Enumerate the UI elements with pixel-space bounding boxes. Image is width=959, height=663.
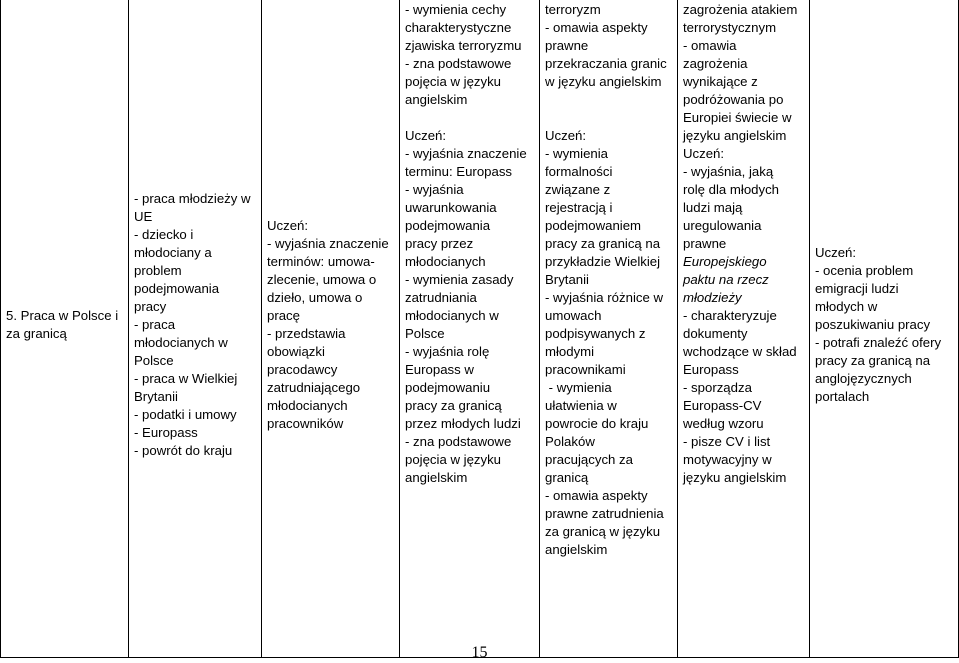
cell-text-line: podpisywanych z [545, 326, 646, 341]
requirement-cell [400, 0, 540, 658]
cell-text-line: prawne [545, 38, 589, 53]
cell-text-line: pracy [134, 299, 167, 314]
cell-text-line: zagrożenia atakiem [683, 2, 798, 17]
cell-text-line: - pisze CV i list [683, 434, 771, 449]
cell-text-line: młodymi [545, 344, 595, 359]
cell-text-line: pracy za granicą na [815, 353, 931, 368]
cell-text-line: - wymienia zasady [405, 272, 514, 287]
cell-text-line: - podatki i umowy [134, 407, 237, 422]
cell-text-line: przykładzie Wielkiej [545, 254, 661, 269]
cell-text-line: wchodzące w skład [683, 344, 797, 359]
cell-text-line: portalach [815, 389, 870, 404]
cell-text-line: - omawia aspekty [545, 20, 648, 35]
cell-text-line: - dziecko i [134, 227, 194, 242]
cell-text-line: Polsce [405, 326, 445, 341]
cell-text-line: Uczeń: [267, 218, 309, 233]
cell-text-line: pracodawcy [267, 362, 338, 377]
cell-text-line: przez młodych ludzi [405, 416, 521, 431]
cell-text-line: 5. Praca w Polsce i [6, 308, 119, 323]
cell-text-line: - praca [134, 317, 176, 332]
cell-text-line: angielskim [545, 542, 608, 557]
cell-text-line: zagrożenia [683, 56, 748, 71]
cell-text-line [405, 109, 535, 127]
cell-text-line: UE [134, 209, 153, 224]
table-row [1, 0, 959, 658]
cell-text-line: zjawiska terroryzmu [405, 38, 522, 53]
cell-text-line: - Europass [134, 425, 198, 440]
cell-text-line: pracy za granicą [405, 398, 502, 413]
cell-text-line: - wyjaśnia znaczenie [405, 146, 527, 161]
cell-text-line: podejmowania [134, 281, 220, 296]
cell-text-line: - omawia [683, 38, 737, 53]
cell-text-line: - praca w Wielkiej [134, 371, 238, 386]
cell-text-line: charakterystyczne [405, 20, 512, 35]
cell-text-line: młodzieży [683, 290, 742, 305]
cell-text-line: dokumenty [683, 326, 748, 341]
cell-text-line: - wymienia [545, 380, 612, 395]
cell-text-line: uregulowania [683, 218, 762, 233]
cell-text-line: ułatwienia w [545, 398, 617, 413]
cell-text-line: zlecenie, umowa o [267, 272, 377, 287]
cell-text-line: pojęcia w języku [405, 452, 502, 467]
cell-text-line: - omawia aspekty [545, 488, 648, 503]
cell-text-line: języku angielskim [683, 128, 787, 143]
cell-text-line: młodociany a [134, 245, 212, 260]
cell-text-line: prawne zatrudnienia [545, 506, 664, 521]
cell-text-line: Brytanii [134, 389, 178, 404]
cell-text-line: terrorystycznym [683, 20, 777, 35]
cell-text-line: terminu: Europass [405, 164, 513, 179]
cell-text-line: Polsce [134, 353, 174, 368]
cell-text-line: - ocenia problem [815, 263, 914, 278]
cell-text-line: pracy przez [405, 236, 474, 251]
requirement-cell [810, 0, 959, 658]
cell-text-line: - praca młodzieży w [134, 191, 251, 206]
cell-text-line: - wyjaśnia znaczenie [267, 236, 389, 251]
cell-text-line: Uczeń: [683, 146, 725, 161]
cell-text-line: prawne [683, 236, 727, 251]
cell-text-line: paktu na rzecz [683, 272, 769, 287]
requirement-cell [540, 0, 678, 658]
cell-text-line: według wzoru [683, 416, 764, 431]
cell-text-line: granicą [545, 470, 589, 485]
cell-text-line: - sporządza [683, 380, 752, 395]
cell-text-line: - powrót do kraju [134, 443, 233, 458]
cell-text-line: Uczeń: [815, 245, 857, 260]
cell-text-line: młodocianych w [134, 335, 228, 350]
cell-text-line: języku angielskim [683, 470, 787, 485]
cell-text-line: pracy za granicą na [545, 236, 661, 251]
cell-text-line: młodych w [815, 299, 878, 314]
cell-text-line: młodocianych [267, 398, 348, 413]
cell-text-line: ludzi mają [683, 200, 743, 215]
cell-text-line: angielskim [405, 470, 468, 485]
cell-text-line: - charakteryzuje [683, 308, 777, 323]
cell-text-line: emigracji ludzi [815, 281, 899, 296]
cell-text-line: motywacyjny w [683, 452, 772, 467]
page-number: 15 [471, 644, 488, 661]
cell-text-line: Europass [683, 362, 739, 377]
cell-text-line [545, 109, 673, 127]
cell-text-line: - zna podstawowe [405, 56, 512, 71]
cell-text-line: Europass-CV [683, 398, 762, 413]
cell-text-line: obowiązki [267, 344, 325, 359]
cell-text-line: terminów: umowa- [267, 254, 375, 269]
cell-text-line: podejmowaniem [545, 218, 642, 233]
cell-text-line: zatrudniającego [267, 380, 361, 395]
cell-text-line: - potrafi znaleźć ofery [815, 335, 942, 350]
cell-text-line: pracowników [267, 416, 344, 431]
cell-text-line: pojęcia w języku [405, 74, 502, 89]
cell-text-line: wynikające z [683, 74, 758, 89]
cell-text-line: - wyjaśnia rolę [405, 344, 490, 359]
cell-text-line: podejmowaniu [405, 380, 491, 395]
cell-text-line: Uczeń: [405, 128, 447, 143]
cell-text-line: - wyjaśnia różnice w [545, 290, 663, 305]
cell-text-line: za granicą [6, 326, 67, 341]
cell-text-line: zatrudniania [405, 290, 477, 305]
cell-text-line: - wyjaśnia, jaką [683, 164, 774, 179]
cell-text-line: Europejskiego [683, 254, 767, 269]
cell-text-line: Europiei świecie w [683, 110, 792, 125]
cell-text-line: terroryzm [545, 2, 601, 17]
requirement-cell [678, 0, 810, 658]
cell-text-line: pracujących za [545, 452, 633, 467]
cell-text-line: umowach [545, 308, 602, 323]
cell-text-line: w języku angielskim [545, 74, 662, 89]
cell-text-line: angielskim [405, 92, 468, 107]
cell-text-line: Brytanii [545, 272, 589, 287]
cell-text-line: Polaków [545, 434, 595, 449]
cell-text-line: - przedstawia [267, 326, 346, 341]
cell-text-line: - zna podstawowe [405, 434, 512, 449]
cell-text-line: formalności [545, 164, 613, 179]
cell-text-line: - wyjaśnia [405, 182, 464, 197]
cell-text-line: podejmowania [405, 218, 491, 233]
cell-text-line: uwarunkowania [405, 200, 497, 215]
cell-text-line: Europass w [405, 362, 474, 377]
cell-text-line: anglojęzycznych [815, 371, 912, 386]
cell-text-line: pracę [267, 308, 300, 323]
cell-text-line: przekraczania granic [545, 56, 667, 71]
content-cell [129, 0, 262, 658]
cell-text-line: podróżowania po [683, 92, 784, 107]
cell-text-line: rejestracją i [545, 200, 613, 215]
cell-text-line: poszukiwaniu pracy [815, 317, 931, 332]
cell-text-line: rolę dla młodych [683, 182, 780, 197]
requirement-cell [262, 0, 400, 658]
cell-text-line: problem [134, 263, 182, 278]
cell-text-line: powrocie do kraju [545, 416, 649, 431]
cell-text-line: młodocianych w [405, 308, 499, 323]
cell-text-line: - wymienia [545, 146, 609, 161]
cell-text-line: młodocianych [405, 254, 486, 269]
cell-text-line [545, 91, 673, 109]
cell-text-line: Uczeń: [545, 128, 587, 143]
cell-text-line: pracownikami [545, 362, 626, 377]
cell-text-line: - wymienia cechy [405, 2, 507, 17]
cell-text-line: za granicą w języku [545, 524, 661, 539]
topic-cell [1, 0, 129, 658]
cell-text-line: związane z [545, 182, 611, 197]
cell-text-line: dzieło, umowa o [267, 290, 363, 305]
